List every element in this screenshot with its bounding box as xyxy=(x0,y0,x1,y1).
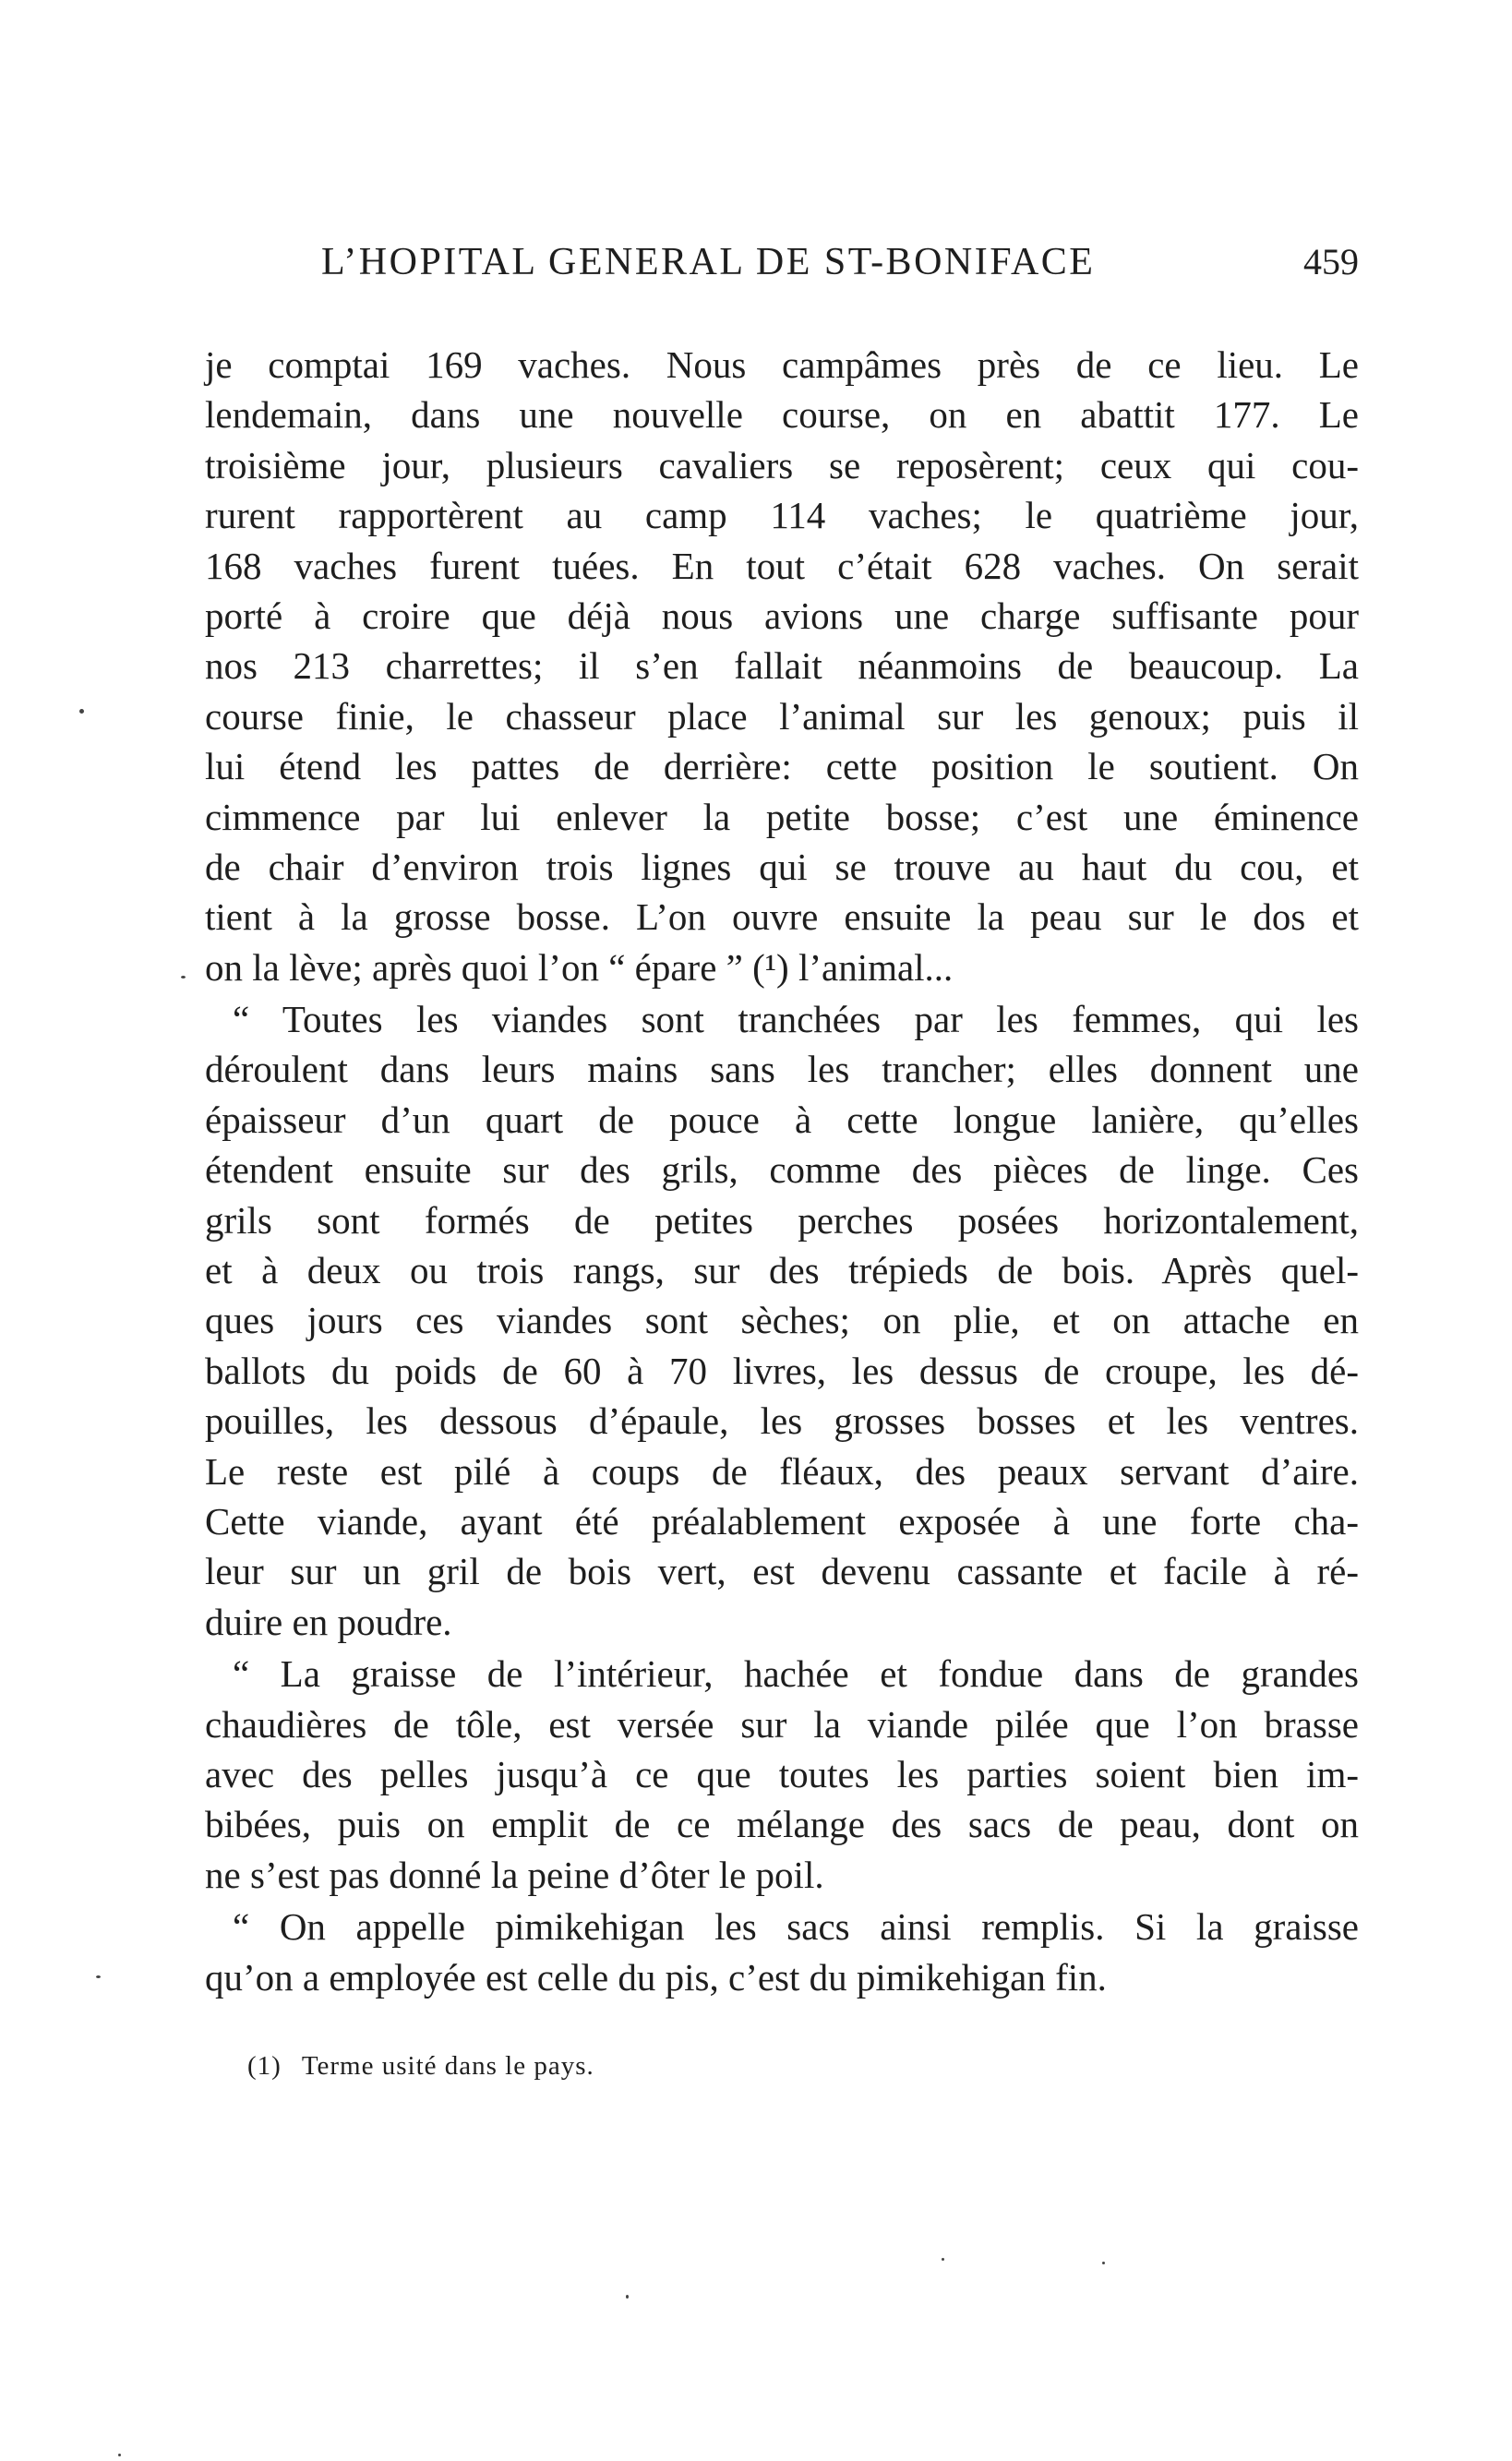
text-line: pouilles, les dessous d’épaule, les grosses bosses et les ventres. xyxy=(205,1399,1359,1443)
text-line: qu’on a employée est celle du pis, c’est du pimikehigan fin. xyxy=(205,1955,1107,1999)
paragraph xyxy=(205,340,1359,992)
text-line: rurent rapportèrent au camp 114 vaches; le quatrième jour, xyxy=(205,494,1359,537)
scan-speck xyxy=(626,2295,629,2299)
paragraph xyxy=(205,1902,1359,2002)
text-line: de chair d’environ trois lignes qui se trouve au haut du cou, et xyxy=(205,845,1359,888)
text-line: “ La graisse de l’intérieur, hachée et fondue dans de grandes xyxy=(233,1652,1359,1696)
footnote-marker: (1) xyxy=(247,2051,282,2081)
text-line: lendemain, dans une nouvelle course, on en abattit 177. Le xyxy=(205,393,1359,437)
text-line: je comptai 169 vaches. Nous campâmes près de ce lieu. Le xyxy=(205,343,1359,386)
scan-speck xyxy=(1102,2262,1105,2264)
paragraph xyxy=(205,1649,1359,1900)
text-line: leur sur un gril de bois vert, est devenu cassante et facile à ré- xyxy=(205,1550,1359,1593)
scan-speck xyxy=(181,976,186,978)
footnote-text: Terme usité dans le pays. xyxy=(301,2051,594,2081)
scan-speck xyxy=(79,709,84,714)
scan-speck xyxy=(96,1975,101,1978)
text-line: “ On appelle pimikehigan les sacs ainsi remplis. Si la graisse xyxy=(233,1905,1359,1949)
text-line: tient à la grosse bosse. L’on ouvre ensuite la peau sur le dos et xyxy=(205,895,1359,939)
text-line: lui étend les pattes de derrière: cette position le soutient. On xyxy=(205,745,1359,788)
text-line: “ Toutes les viandes sont tranchées par les femmes, qui les xyxy=(233,998,1359,1041)
text-line: déroulent dans leurs mains sans les trancher; elles donnent une xyxy=(205,1048,1359,1091)
text-line: ne s’est pas donné la peine d’ôter le poil. xyxy=(205,1853,824,1896)
paragraph xyxy=(205,994,1359,1647)
text-line: cimmence par lui enlever la petite bosse; c’est une éminence xyxy=(205,795,1359,838)
text-line: épaisseur d’un quart de pouce à cette longue lanière, qu’elles xyxy=(205,1098,1359,1141)
text-line: Le reste est pilé à coups de fléaux, des peaux servant d’aire. xyxy=(205,1449,1359,1493)
running-head xyxy=(205,234,1359,290)
text-line: et à deux ou trois rangs, sur des trépieds de bois. Après quel- xyxy=(205,1249,1359,1292)
body-text xyxy=(205,340,1359,2002)
text-line: porté à croire que déjà nous avions une charge suffisante pour xyxy=(205,594,1359,637)
scan-speck xyxy=(118,2454,121,2456)
text-line: on la lève; après quoi l’on “ épare ” (¹) l’animal... xyxy=(205,945,954,989)
footnote xyxy=(247,2047,594,2084)
text-line: ballots du poids de 60 à 70 livres, les dessus de croupe, les dé- xyxy=(205,1349,1359,1392)
page-number: 459 xyxy=(1303,241,1359,282)
text-line: bibées, puis on emplit de ce mélange des sacs de peau, dont on xyxy=(205,1803,1359,1846)
text-line: étendent ensuite sur des grils, comme des pièces de linge. Ces xyxy=(205,1148,1359,1192)
running-title: L’HOPITAL GENERAL DE ST-BONIFACE xyxy=(321,241,1096,283)
text-line: nos 213 charrettes; il s’en fallait néanmoins de beaucoup. La xyxy=(205,644,1359,688)
text-line: troisième jour, plusieurs cavaliers se reposèrent; ceux qui cou- xyxy=(205,443,1359,486)
text-line: grils sont formés de petites perches posées horizontalement, xyxy=(205,1198,1359,1242)
text-line: ques jours ces viandes sont sèches; on plie, et on attache en xyxy=(205,1299,1359,1342)
text-line: 168 vaches furent tuées. En tout c’était 628 vaches. On serait xyxy=(205,544,1359,587)
text-line: avec des pelles jusqu’à ce que toutes les parties soient bien im- xyxy=(205,1752,1359,1795)
text-line: course finie, le chasseur place l’animal sur les genoux; puis il xyxy=(205,694,1359,738)
text-line: Cette viande, ayant été préalablement exposée à une forte cha- xyxy=(205,1499,1359,1543)
text-line: duire en poudre. xyxy=(205,1600,452,1643)
text-line: chaudières de tôle, est versée sur la viande pilée que l’on brasse xyxy=(205,1702,1359,1746)
scan-speck xyxy=(942,2258,944,2261)
